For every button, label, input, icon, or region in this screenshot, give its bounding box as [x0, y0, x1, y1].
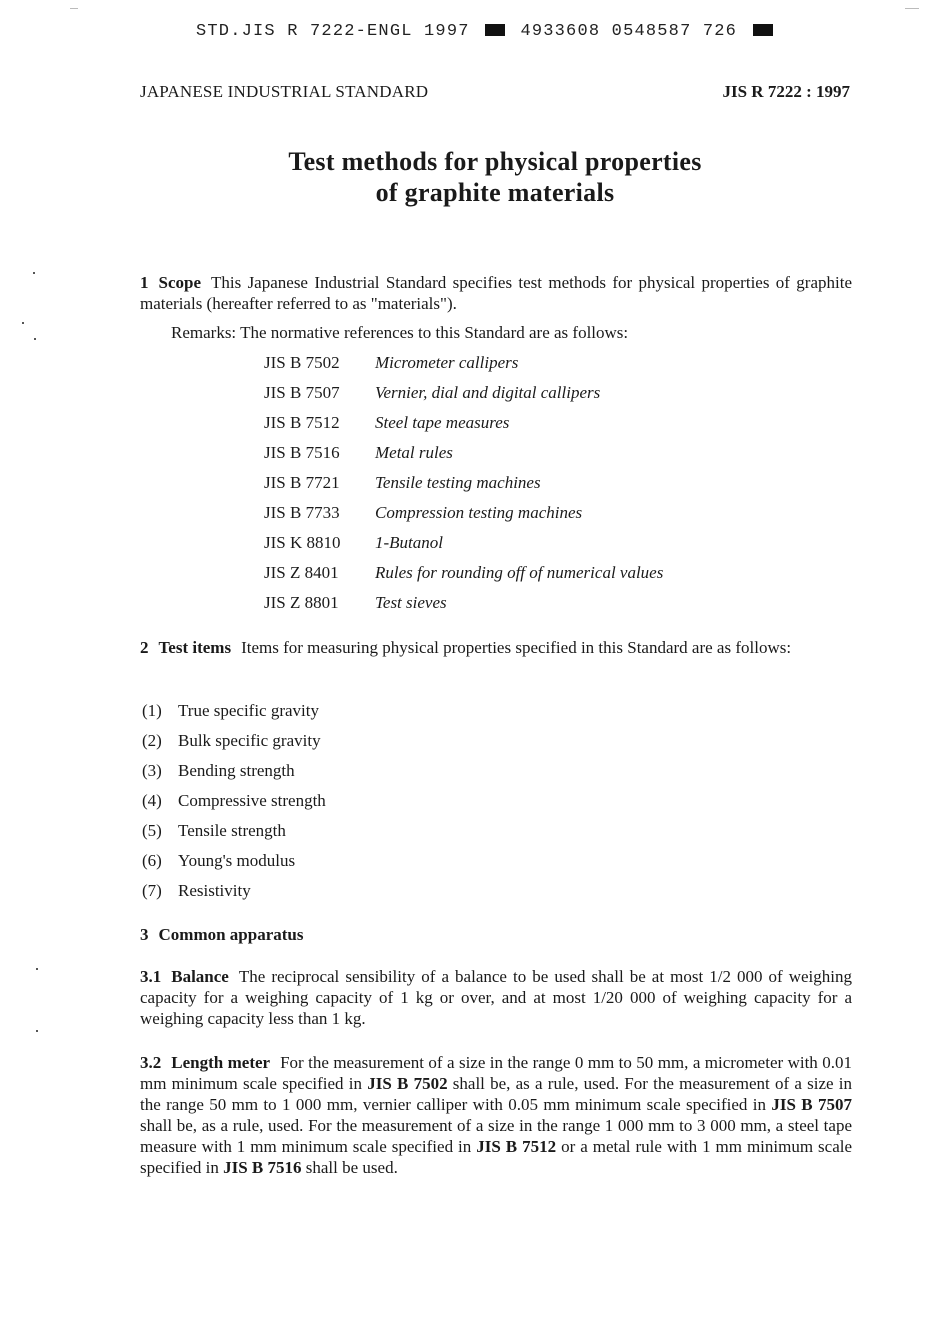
reference-code: JIS B 7721 — [264, 473, 340, 492]
section-3-2-text: shall be, as a rule, used. For the measurement of a size in the range 50 mm to 1 000 mm, vernier calliper with 0.05 mm minimum scale specified in — [140, 1074, 852, 1114]
item-label: Resistivity — [178, 881, 251, 900]
section-3-2-text: shall be used. — [305, 1158, 398, 1177]
section-3-heading: Common apparatus — [158, 925, 304, 944]
document-title — [140, 146, 850, 208]
section-3-2-text: shall be, as a rule, used. For the measurement of a size in the range 1 000 mm to 3 000 mm, a steel tape measure with 1 mm minimum scale specified in — [140, 1116, 852, 1156]
item-label: True specific gravity — [178, 701, 320, 720]
section-1-text: This Japanese Industrial Standard specifies test methods for physical properties of graphite materials (hereafter referred to as "materials"). — [140, 273, 852, 313]
title-line-1: Test methods for physical properties — [288, 147, 702, 176]
list-item — [142, 850, 326, 880]
reference-row — [264, 472, 663, 502]
standard-reference: JIS B 7502 — [367, 1074, 448, 1093]
scan-speck — [36, 1030, 38, 1032]
reference-code: JIS B 7516 — [264, 443, 340, 462]
reference-title: Rules for rounding off of numerical values — [375, 563, 664, 582]
list-item — [142, 730, 326, 760]
item-label: Bulk specific gravity — [178, 731, 321, 750]
stamp-standard-code: STD.JIS R 7222-ENGL 1997 — [196, 22, 470, 41]
item-number: (5) — [142, 821, 162, 840]
section-3-2-heading: Length meter — [171, 1053, 271, 1072]
item-label: Young's modulus — [178, 851, 296, 870]
reference-title: Micrometer callipers — [375, 353, 519, 372]
reference-row — [264, 502, 663, 532]
section-2-heading: Test items — [158, 638, 232, 657]
reference-row — [264, 352, 663, 382]
document-id-stamp — [196, 22, 777, 41]
section-1-heading: Scope — [158, 273, 201, 292]
list-item — [142, 760, 326, 790]
list-item — [142, 820, 326, 850]
remarks-text: The normative references to this Standard are as follows: — [240, 323, 629, 342]
reference-code: JIS B 7502 — [264, 353, 340, 372]
item-number: (2) — [142, 731, 162, 750]
test-items-list — [142, 700, 326, 910]
item-number: (6) — [142, 851, 162, 870]
section-3-2-number: 3.2 — [140, 1053, 162, 1072]
reference-code: JIS Z 8801 — [264, 593, 339, 612]
section-2-text: Items for measuring physical properties specified in this Standard are as follows: — [241, 638, 792, 657]
reference-row — [264, 562, 663, 592]
reference-row — [264, 532, 663, 562]
item-number: (4) — [142, 791, 162, 810]
item-number: (1) — [142, 701, 162, 720]
reference-row — [264, 442, 663, 472]
remarks-label: Remarks: — [171, 323, 237, 342]
section-2-number: 2 — [140, 638, 149, 657]
section-2-test-items — [140, 637, 852, 658]
list-item — [142, 790, 326, 820]
scan-mark — [905, 8, 919, 9]
item-number: (7) — [142, 881, 162, 900]
reference-title: Steel tape measures — [375, 413, 510, 432]
reference-row — [264, 412, 663, 442]
list-item — [142, 880, 326, 910]
scan-speck — [36, 968, 38, 970]
title-line-2: of graphite materials — [375, 178, 615, 207]
stamp-serial-number: 4933608 0548587 726 — [520, 22, 738, 41]
standard-reference: JIS B 7512 — [476, 1137, 557, 1156]
scan-speck — [34, 338, 36, 340]
reference-title: Vernier, dial and digital callipers — [375, 383, 601, 402]
header-standard-type: JAPANESE INDUSTRIAL STANDARD — [140, 82, 429, 101]
standard-reference: JIS B 7516 — [223, 1158, 302, 1177]
reference-code: JIS K 8810 — [264, 533, 341, 552]
section-3-1-heading: Balance — [171, 967, 229, 986]
item-number: (3) — [142, 761, 162, 780]
scan-speck — [33, 272, 35, 274]
section-3-2-text: or a metal rule with 1 mm minimum scale specified in — [140, 1137, 853, 1177]
reference-code: JIS B 7512 — [264, 413, 340, 432]
reference-row — [264, 592, 663, 622]
standard-reference: JIS B 7507 — [771, 1095, 852, 1114]
item-label: Compressive strength — [178, 791, 326, 810]
section-3-number: 3 — [140, 925, 149, 944]
section-3-1-number: 3.1 — [140, 967, 162, 986]
section-1-number: 1 — [140, 273, 149, 292]
item-label: Tensile strength — [178, 821, 286, 840]
stamp-bar-icon — [485, 24, 505, 36]
reference-row — [264, 382, 663, 412]
reference-code: JIS Z 8401 — [264, 563, 339, 582]
section-3-2-text: For the measurement of a size in the range 0 mm to 50 mm, a micrometer with 0.01 mm minimum scale specified in — [140, 1053, 852, 1093]
reference-title: Compression testing machines — [375, 503, 583, 522]
section-3-heading-line — [140, 924, 852, 945]
reference-code: JIS B 7507 — [264, 383, 340, 402]
item-label: Bending strength — [178, 761, 295, 780]
stamp-bar-icon — [753, 24, 773, 36]
reference-list — [264, 352, 663, 622]
reference-title: 1-Butanol — [375, 533, 443, 552]
section-1-scope — [140, 272, 852, 314]
list-item — [142, 700, 326, 730]
remarks — [171, 322, 628, 343]
section-3-1-balance — [140, 966, 852, 1029]
header-standard-number: JIS R 7222 : 1997 — [722, 82, 850, 101]
section-3-2-length-meter — [140, 1052, 852, 1178]
reference-code: JIS B 7733 — [264, 503, 340, 522]
reference-title: Tensile testing machines — [375, 473, 541, 492]
reference-title: Metal rules — [375, 443, 453, 462]
scan-speck — [22, 322, 24, 324]
reference-title: Test sieves — [375, 593, 447, 612]
scan-mark — [70, 8, 78, 9]
section-3-1-text: The reciprocal sensibility of a balance to be used shall be at most 1/2 000 of weighing capacity for a weighing capacity of 1 kg or over, and at most 1/20 000 of weighing capacity for a weighing capacity less than 1 kg. — [140, 967, 852, 1028]
